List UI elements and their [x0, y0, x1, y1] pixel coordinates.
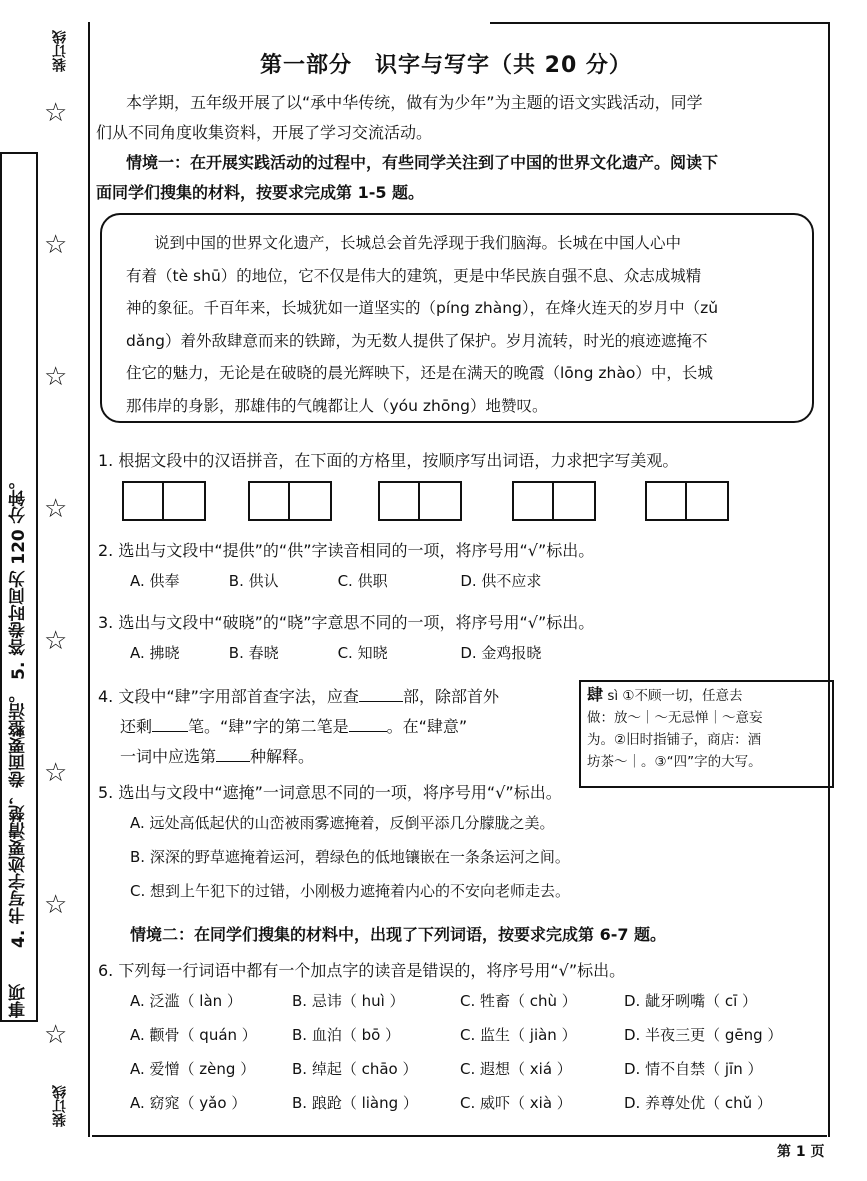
q4-text: 还剩 [120, 717, 153, 736]
option-d[interactable]: D. 金鸡报晓 [460, 644, 542, 662]
star-icon: ☆ [44, 362, 68, 392]
star-icon: ☆ [44, 494, 68, 524]
q4-text: 种解释。 [250, 747, 315, 766]
q4-text: 笔。“肆”字的第二笔是 [188, 717, 349, 736]
dict-line: 坊茶～｜。③“四”字的大写。 [587, 754, 762, 770]
answer-box-4[interactable] [512, 481, 596, 521]
option-d[interactable]: D. 养尊处优（ chǔ ） [624, 1094, 772, 1112]
option-c[interactable]: C. 想到上午犯下的过错，小刚极力遮掩着内心的不安向老师走去。 [130, 882, 571, 900]
page-number: 第 1 页 [777, 1144, 825, 1160]
dict-line: 为。②旧时指铺子，商店：酒 [587, 732, 762, 748]
option-c[interactable]: C. 遐想（ xiá ） [460, 1060, 572, 1078]
option-c[interactable]: C. 供职 [337, 572, 388, 590]
option-b[interactable]: B. 血泊（ bō ） [292, 1026, 401, 1044]
top-border [490, 22, 830, 24]
footer-rule [92, 1135, 827, 1137]
blank-strokes[interactable] [152, 717, 188, 732]
dict-line: sì ①不顾一切，任意去 [607, 688, 743, 704]
option-c[interactable]: C. 威吓（ xià ） [460, 1094, 572, 1112]
answer-box-5[interactable] [645, 481, 729, 521]
option-b[interactable]: B. 供认 [228, 572, 279, 590]
q4-text: 部，除部首外 [402, 687, 499, 706]
star-icon: ☆ [44, 98, 68, 128]
question-5: 5. 选出与文段中“遮掩”一词意思不同的一项，将序号用“√”标出。 [98, 783, 562, 802]
option-a[interactable]: A. 供奉 [130, 572, 180, 590]
question-2-options [130, 570, 541, 591]
option-d[interactable]: D. 半夜三更（ gēng ） [624, 1026, 783, 1044]
option-b[interactable]: B. 踉跄（ liàng ） [292, 1094, 418, 1112]
question-6: 6. 下列每一行词语中都有一个加点字的读音是错误的，将序号用“√”标出。 [98, 961, 626, 980]
page-title: 第一部分 识字与写字（共 20 分） [260, 53, 632, 78]
question-3: 3. 选出与文段中“破晓”的“晓”字意思不同的一项，将序号用“√”标出。 [98, 613, 595, 632]
answer-box-3[interactable] [378, 481, 462, 521]
passage-line: 有着（tè shū）的地位，它不仅是伟大的建筑，更是中华民族自强不息、众志成城精 [126, 266, 702, 285]
question-2: 2. 选出与文段中“提供”的“供”字读音相同的一项，将序号用“√”标出。 [98, 541, 595, 560]
q4-text: 一词中应选第 [120, 747, 217, 766]
option-a[interactable]: A. 远处高低起伏的山峦被雨雾遮掩着，反倒平添几分朦胧之美。 [130, 814, 555, 832]
star-icon: ☆ [44, 230, 68, 260]
star-icon: ☆ [44, 890, 68, 920]
option-d[interactable]: D. 供不应求 [460, 572, 542, 590]
option-a[interactable]: A. 泛滥（ làn ） [130, 992, 242, 1010]
intro-line-1: 本学期，五年级开展了以“承中华传统，做有为少年”为主题的语文实践活动，同学 [126, 93, 703, 112]
answer-box-1[interactable] [122, 481, 206, 521]
dict-head: 肆 [587, 685, 604, 704]
q4-text: 。在“肆意” [386, 717, 468, 736]
scene2-text: 情境二：在同学们搜集的材料中，出现了下列词语，按要求完成第 6-7 题。 [130, 925, 667, 944]
option-c[interactable]: C. 监生（ jiàn ） [460, 1026, 577, 1044]
option-d[interactable]: D. 情不自禁（ jīn ） [624, 1060, 763, 1078]
dictionary-entry [579, 680, 834, 788]
option-a[interactable]: A. 窈窕（ yǎo ） [130, 1094, 247, 1112]
option-b[interactable]: B. 忌讳（ huì ） [292, 992, 405, 1010]
blank-radical[interactable] [359, 687, 403, 702]
question-4-line-1 [98, 684, 499, 707]
passage-line: dǎng）着外敌肆意而来的铁蹄，为无数人提供了保护。岁月流转，时光的痕迹遮掩不 [126, 331, 708, 350]
passage-line: 说到中国的世界文化遗产，长城总会首先浮现于我们脑海。长城在中国人心中 [154, 234, 682, 252]
binding-label-bottom: 装订线 [52, 1085, 68, 1127]
star-icon: ☆ [44, 626, 68, 656]
answer-box-2[interactable] [248, 481, 332, 521]
binding-line [88, 22, 90, 1137]
notice-body: 4. 书写字迹要清楚，卷面要整洁。 5. 答卷时间为 120 分钟。 [9, 472, 29, 949]
option-c[interactable]: C. 知晓 [337, 644, 388, 662]
question-4-line-2 [120, 714, 467, 737]
question-3-options [130, 642, 541, 663]
option-a[interactable]: A. 爱憎（ zèng ） [130, 1060, 256, 1078]
star-icon: ☆ [44, 758, 68, 788]
right-border [828, 22, 830, 1137]
dict-line: 做：放～｜～无忌惮｜～意妄 [587, 710, 763, 726]
reading-passage [100, 213, 814, 423]
notice-text [6, 158, 31, 1018]
option-c[interactable]: C. 牲畜（ chù ） [460, 992, 577, 1010]
option-b[interactable]: B. 绰起（ chāo ） [292, 1060, 418, 1078]
passage-line: 神的象征。千百年来，长城犹如一道坚实的（píng zhàng），在烽火连天的岁月中（zǔ [126, 299, 719, 317]
option-a[interactable]: A. 颧骨（ quán ） [130, 1026, 257, 1044]
scene1-line-2: 面同学们搜集的材料，按要求完成第 1-5 题。 [96, 183, 425, 202]
q4-text: 4. 文段中“肆”字用部首查字法，应查 [98, 687, 359, 706]
notice-label: 事项 [9, 984, 29, 1018]
binding-label-top: 装订线 [52, 30, 68, 72]
intro-line-2: 们从不同角度收集资料，开展了学习交流活动。 [96, 123, 433, 142]
star-icon: ☆ [44, 1020, 68, 1050]
blank-meaning[interactable] [216, 747, 250, 762]
blank-second-stroke[interactable] [349, 717, 387, 732]
question-1: 1. 根据文段中的汉语拼音，在下面的方格里，按顺序写出词语，力求把字写美观。 [98, 451, 679, 470]
passage-line: 住它的魅力，无论是在破晓的晨光辉映下，还是在满天的晚霞（lōng zhào）中，长城 [126, 364, 713, 382]
question-4-line-3 [120, 744, 314, 767]
passage-line: 那伟岸的身影，那雄伟的气魄都让人（yóu zhōng）地赞叹。 [126, 396, 548, 415]
option-a[interactable]: A. 拂晓 [130, 644, 180, 662]
option-b[interactable]: B. 深深的野草遮掩着运河，碧绿色的低地镶嵌在一条条运河之间。 [130, 848, 570, 866]
option-d[interactable]: D. 龇牙咧嘴（ cī ） [624, 992, 758, 1010]
option-b[interactable]: B. 春晓 [228, 644, 279, 662]
scene1-line-1: 情境一：在开展实践活动的过程中，有些同学关注到了中国的世界文化遗产。阅读下 [126, 153, 719, 172]
